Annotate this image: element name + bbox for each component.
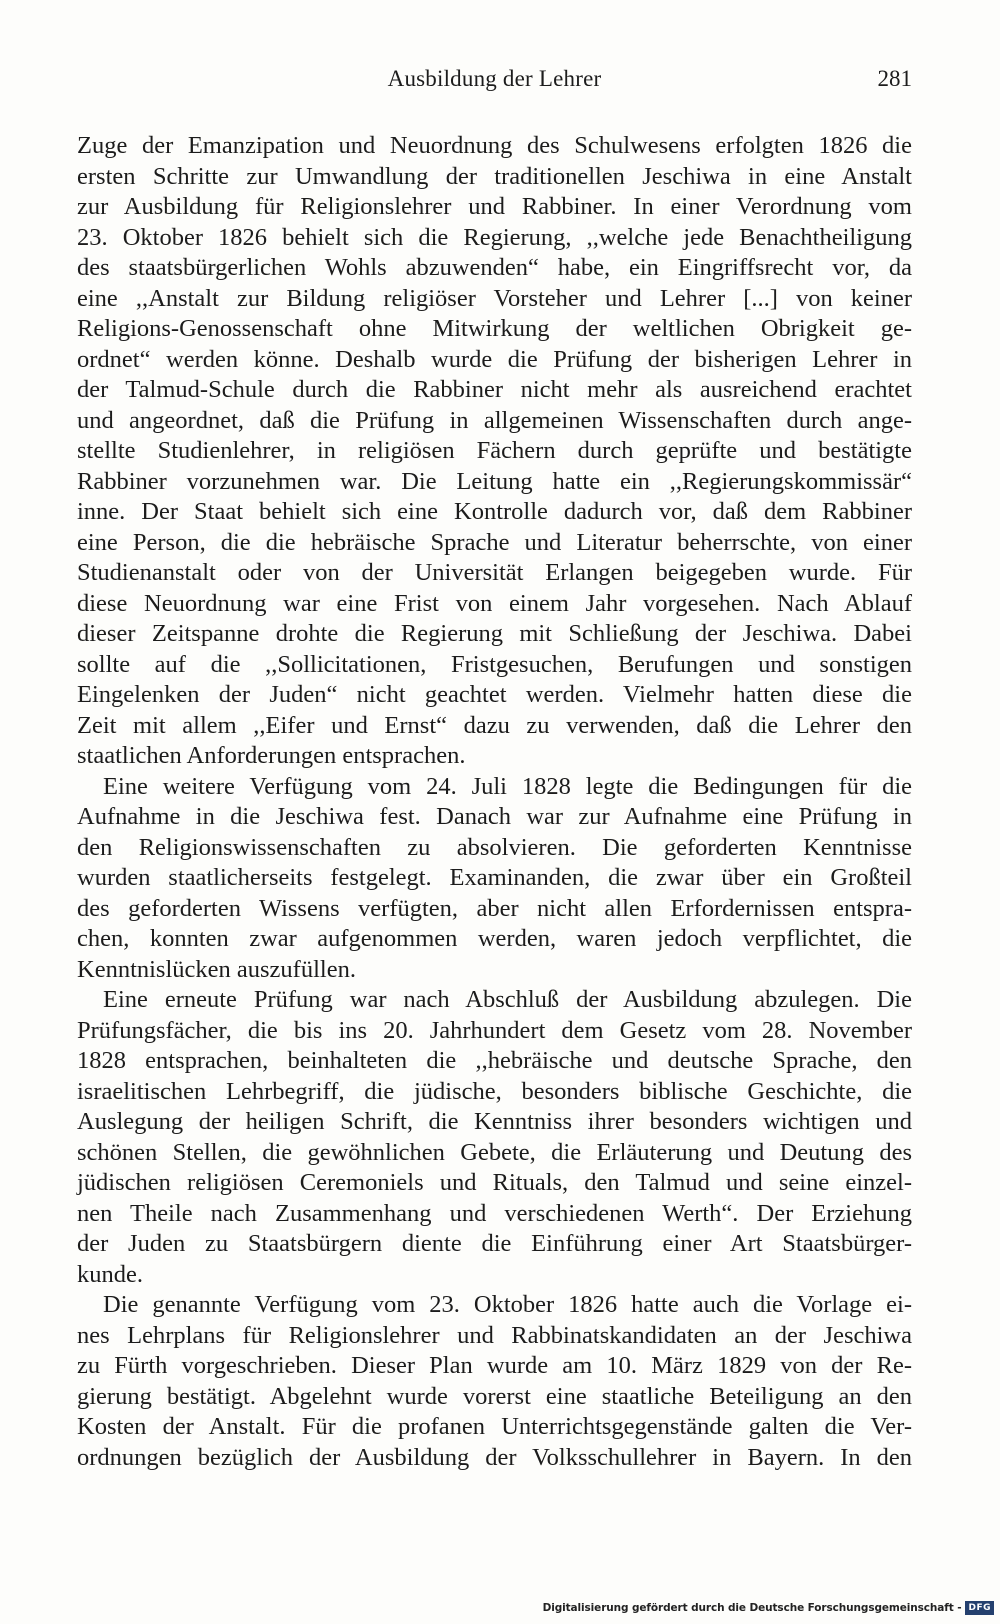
text-line: Kosten der Anstalt. Für die profanen Unterrichtsgegenstände galten die Ver- <box>77 1413 912 1440</box>
text-line: sollte auf die ,,Sollicitationen, Fristgesuchen, Berufungen und sonstigen <box>77 650 912 678</box>
text-line: Studienanstalt oder von der Universität Erlangen beigegeben wurde. Für <box>77 559 912 586</box>
text-line: Eingelenken der Juden“ nicht geachtet werden. Vielmehr hatten diese die <box>77 681 912 708</box>
text-line: Prüfungsfächer, die bis ins 20. Jahrhundert dem Gesetz vom 28. November <box>77 1016 912 1044</box>
paragraph-last-line: Kenntnislücken auszufüllen. <box>77 955 356 983</box>
text-line: gierung bestätigt. Abgelehnt wurde vorerst eine staatliche Beteiligung an den <box>77 1382 912 1410</box>
dfg-logo: DFG <box>965 1601 994 1615</box>
text-line: israelitischen Lehrbegriff, die jüdische, besonders biblische Geschichte, die <box>77 1077 912 1105</box>
text-line: des staatsbürgerlichen Wohls abzuwenden“ habe, ein Eingriffsrecht vor, da <box>77 254 912 281</box>
paragraph-last-line: staatlichen Anforderungen entsprachen. <box>77 742 466 769</box>
paragraph-first-line: Eine erneute Prüfung war nach Abschluß der Ausbildung abzulegen. Die <box>103 986 912 1013</box>
running-head <box>77 66 912 102</box>
text-line: ordnungen bezüglich der Ausbildung der Volksschullehrer in Bayern. In den <box>77 1443 912 1471</box>
text-line: und angeordnet, daß die Prüfung in allgemeinen Wissenschaften durch ange- <box>77 406 912 434</box>
text-line: eine ,,Anstalt zur Bildung religiöser Vorsteher und Lehrer [...] von keiner <box>77 284 912 312</box>
text-line: stellte Studienlehrer, in religiösen Fächern durch geprüfte und bestätigte <box>77 437 912 464</box>
text-line: eine Person, die die hebräische Sprache und Literatur beherrschte, von einer <box>77 528 912 556</box>
text-line: der Juden zu Staatsbürgern diente die Einführung einer Art Staatsbürger- <box>77 1230 912 1257</box>
paragraph-first-line: Eine weitere Verfügung vom 24. Juli 1828 legte die Bedingungen für die <box>103 772 912 800</box>
text-line: der Talmud-Schule durch die Rabbiner nicht mehr als ausreichend erachtet <box>77 376 912 403</box>
page-number: 281 <box>877 66 912 91</box>
text-line: zu Fürth vorgeschrieben. Dieser Plan wurde am 10. März 1829 von der Re- <box>77 1352 912 1379</box>
text-line: den Religionswissenschaften zu absolvieren. Die geforderten Kenntnisse <box>77 833 912 861</box>
text-line: inne. Der Staat behielt sich eine Kontrolle dadurch vor, daß dem Rabbiner <box>77 498 912 525</box>
text-line: nes Lehrplans für Religionslehrer und Rabbinatskandidaten an der Jeschiwa <box>77 1321 912 1349</box>
text-line: ersten Schritte zur Umwandlung der traditionellen Jeschiwa in eine Anstalt <box>77 162 912 190</box>
funding-credit-text: Digitalisierung gefördert durch die Deutsche Forschungsgemeinschaft - <box>542 1602 962 1614</box>
text-line: schönen Stellen, die gewöhnlichen Gebete, die Erläuterung und Deutung des <box>77 1138 912 1166</box>
text-line: des geforderten Wissens verfügten, aber nicht allen Erfordernissen entspra- <box>77 894 912 922</box>
text-line: Zeit mit allem ,,Eifer und Ernst“ dazu zu verwenden, daß die Lehrer den <box>77 711 912 739</box>
text-line: dieser Zeitspanne drohte die Regierung mit Schließung der Jeschiwa. Dabei <box>77 620 912 647</box>
text-line: Rabbiner vorzunehmen war. Die Leitung hatte ein ,,Regierungskommissär“ <box>77 467 912 495</box>
text-line: 1828 entsprachen, beinhalteten die ,,hebräische und deutsche Sprache, den <box>77 1047 912 1074</box>
text-line: chen, konnten zwar aufgenommen werden, waren jedoch verpflichtet, die <box>77 925 912 952</box>
text-line: diese Neuordnung war eine Frist von einem Jahr vorgesehen. Nach Ablauf <box>77 589 912 617</box>
text-line: jüdischen religiösen Ceremoniels und Rituals, den Talmud und seine einzel- <box>77 1169 912 1196</box>
text-line: ordnet“ werden könne. Deshalb wurde die Prüfung der bisherigen Lehrer in <box>77 345 912 373</box>
text-line: zur Ausbildung für Religionslehrer und Rabbiner. In einer Verordnung vom <box>77 193 912 220</box>
text-line: Religions-Genossenschaft ohne Mitwirkung der weltlichen Obrigkeit ge- <box>77 315 912 342</box>
text-line: Aufnahme in die Jeschiwa fest. Danach war zur Aufnahme eine Prüfung in <box>77 803 912 830</box>
text-line: nen Theile nach Zusammenhang und verschiedenen Werth“. Der Erziehung <box>77 1199 912 1227</box>
paragraph-last-line: kunde. <box>77 1260 143 1288</box>
body-text <box>77 131 912 1473</box>
text-line: Auslegung der heiligen Schrift, die Kenntniss ihrer besonders wichtigen und <box>77 1108 912 1135</box>
text-line: 23. Oktober 1826 behielt sich die Regierung, ,,welche jede Benachtheiligung <box>77 223 912 251</box>
paragraph-first-line: Die genannte Verfügung vom 23. Oktober 1826 hatte auch die Vorlage ei- <box>103 1291 912 1318</box>
running-title: Ausbildung der Lehrer <box>387 66 602 91</box>
text-line: wurden staatlicherseits festgelegt. Examinanden, die zwar über ein Großteil <box>77 864 912 891</box>
text-line: Zuge der Emanzipation und Neuordnung des Schulwesens erfolgten 1826 die <box>77 132 912 159</box>
digitization-credit <box>543 1600 994 1616</box>
